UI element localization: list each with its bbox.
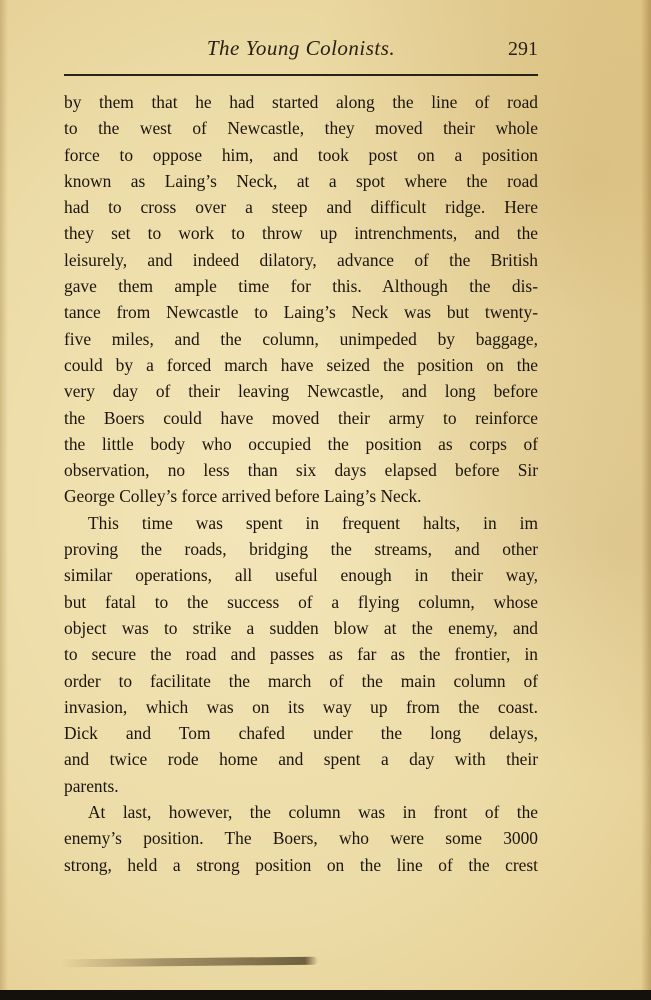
ink-smudge (60, 957, 318, 968)
running-title: The Young Colonists. (206, 36, 396, 60)
text-line: gave them ample time for this. Although the dis- (64, 276, 538, 297)
page-number: 291 (508, 38, 538, 60)
text-line: At last, however, the column was in front of the (88, 802, 538, 823)
text-line: Dick and Tom chafed under the long delays, (64, 723, 538, 744)
text-line: leisurely, and indeed dilatory, advance of the British (64, 249, 538, 270)
page-right-edge-shadow (641, 0, 651, 1000)
text-line: by them that he had started along the line of road (64, 92, 538, 112)
text-line: but fatal to the success of a flying column, whose (64, 591, 538, 612)
text-line: could by a forced march have seized the position on the (64, 354, 538, 375)
text-line: five miles, and the column, unimpeded by baggage, (64, 328, 538, 349)
text-line: tance from Newcastle to Laing’s Neck was but twenty- (64, 302, 538, 323)
page-left-edge-shadow (0, 0, 8, 1000)
text-line: the little body who occupied the position as corps of (64, 433, 538, 454)
body-text (64, 89, 538, 878)
text-line: George Colley’s force arrived before Laing’s Neck. (64, 486, 422, 507)
text-line: order to facilitate the march of the main column of (64, 670, 538, 691)
text-line: force to oppose him, and took post on a position (64, 144, 538, 165)
text-line: object was to strike a sudden blow at the enemy, and (64, 617, 538, 638)
text-line: the Boers could have moved their army to reinforce (64, 407, 538, 428)
text-line: invasion, which was on its way up from the coast. (64, 696, 538, 717)
text-line: similar operations, all useful enough in their way, (64, 565, 538, 586)
text-line: to the west of Newcastle, they moved their whole (64, 118, 538, 139)
text-line: This time was spent in frequent halts, in im (88, 512, 538, 533)
page-bottom-edge (0, 990, 651, 1000)
text-line: to secure the road and passes as far as the frontier, in (64, 644, 538, 665)
text-line: parents. (64, 775, 119, 796)
text-line: they set to work to throw up intrenchments, and the (64, 223, 538, 244)
text-line: strong, held a strong position on the line of the crest (64, 854, 538, 875)
text-line: and twice rode home and spent a day with their (64, 749, 538, 770)
header-rule (64, 74, 538, 76)
text-line: had to cross over a steep and difficult ridge. Here (64, 197, 538, 218)
running-header (64, 36, 538, 68)
text-line: very day of their leaving Newcastle, and long before (64, 381, 538, 402)
text-line: enemy’s position. The Boers, who were some 3000 (64, 828, 538, 849)
text-line: proving the roads, bridging the streams, and other (64, 539, 538, 560)
text-line: observation, no less than six days elapsed before Sir (64, 460, 538, 481)
text-line: known as Laing’s Neck, at a spot where the road (64, 170, 538, 191)
